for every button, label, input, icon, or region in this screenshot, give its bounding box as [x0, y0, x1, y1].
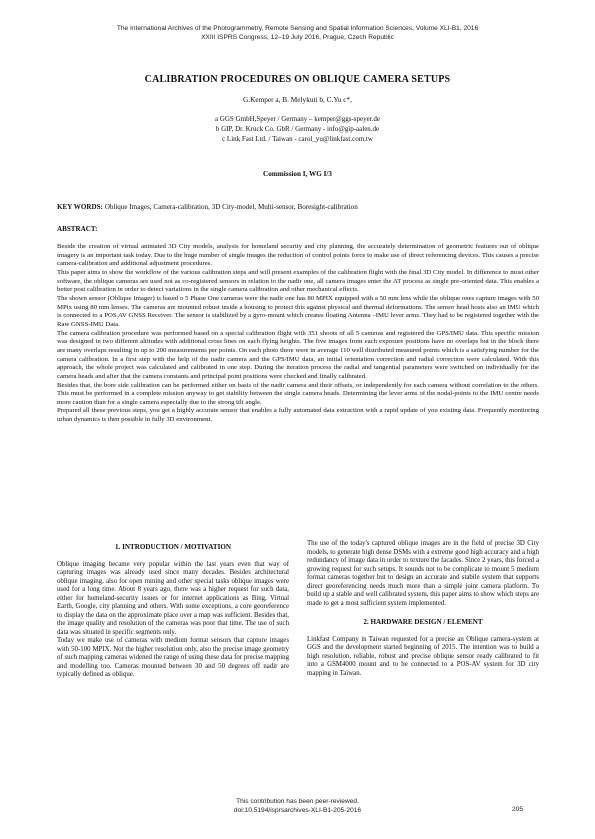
affiliation-a: a GGS GmbH,Speyer / Germany – kemper@ggs-speyer.de: [214, 115, 381, 123]
header-line-1: The International Archives of the Photogrammetry, Remote Sensing and Spatial Information Sciences, Volume XLI-B1, 2016: [116, 25, 479, 32]
body-paragraph: The use of the today's captured oblique images are in the field of precise 3D City models, to generate high dense DSMs with a extreme good high accuracy and a high redundancy of image data in order to texture the facades. Since 2 years, this forced a growing request for such setups. It sounds not to be complicate to mount 5 medium format cameras together but to design an accurate and stabile system that supports direct georeferencing needs much more than a simple joint camera platform. To build up a stable and well calibrated system, this paper aims to show which steps are made to get a most sufficient system implemented.: [307, 540, 539, 607]
paper-title: CALIBRATION PROCEDURES ON OBLIQUE CAMERA SETUPS: [144, 74, 451, 85]
keywords-text: Oblique Images, Camera-calibration, 3D City-model, Multi-sensor, Boresight-calibration: [102, 203, 358, 211]
abstract-paragraph: The camera calibration procedure was performed based on a special calibration flight with 351 shoots of all 5 cameras and registered the GPS/IMU data. This specific mission was designed in two different altitudes with additional cross lines on each flying heights. The five images from each exposure positions have no overlaps but in the block there are many overlaps resulting in up to 200 measurements per points. On each photo there were in average 110 well distributed measured points which is a satisfying number for the camera calibration. In a first step with the help of the nadir camera and the GPS/IMU data, an initial orientation correction and radial correction were calculated. With this approach, the whole project was calculated and calibrated in one step. During the iteration process the radial and tangential parameters were switched on individually for the camera heads and after that the camera constants and principal point positions were checked and finally calibrated.: [57, 329, 539, 380]
right-column: [307, 540, 539, 678]
peer-review-note: This contribution has been peer-reviewed.: [236, 798, 359, 805]
left-column: [57, 543, 289, 680]
abstract-paragraph: This paper aims to show the workflow of the various calibration steps and will present examples of the calibration flight with the final 3D City model. In difference to most other software, the oblique cameras are used not as co-registered sensors in relation to the nadir one, all camera images enter the AT process as single pre-oriented data. This enables a better post calibration in order to detect variations in the single camera calibration and other mechanical effects.: [57, 268, 539, 294]
abstract-paragraph: Prepared all these previous steps, you get a highly accurate sensor that enables a fully automated data extraction with a rapid update of you existing data. Frequently monitoring urban dynamics is then possible in fully 3D environment.: [57, 407, 539, 424]
author-list: G.Kemper a, B. Melykuti b, C.Yu c*,: [242, 95, 353, 104]
header-line-2: XXIII ISPRS Congress, 12–19 July 2016, Prague, Czech Republic: [201, 34, 394, 41]
body-paragraph: Linkfast Company in Taiwan requested for a precise an Oblique camera-system at GGS and the development started beginning of 2015. The intention was to build a high resolution, reliable, robust and precise oblique sensor ready calibrated to fit into a GSM4000 mount and to be connected to a POS-AV system for 3D city mapping in Taiwan.: [307, 635, 539, 677]
affiliation-b: b GIP, Dr. Kruck Co. GbR / Germany - info@gip-aalen.de: [215, 125, 380, 133]
abstract-paragraph: Besides that, the bore side calibration can be performed either on basis of the nadir camera and their offsets, or independently for each camera without correlation to the others. This must be performed in a complete mission anyway to get stability between the single camera heads. Determining the lever arms of the nodal-points to the IMU centre needs more caution than for a single camera especially due to the strong tilt angle.: [57, 381, 539, 406]
affiliations: [40, 114, 555, 144]
abstract-paragraph: The shown sensor (Oblique Imager) is based o 5 Phase One cameras were the nadir one has 80 MPIX equipped with a 50 mm lens while the oblique ones capture images with 50 MPix using 80 mm lenses. The cameras are mounted robust inside a housing to protect this against physical and thermal deformations. The sensor head hosts also an IMU which is connected to a POS AV GNSS Receiver. The sensor is stabilized by a gyro-mount which creates floating Antenna –IMU lever arms. They had to be registered together with the Raw GNSS-IMU Data.: [57, 294, 539, 328]
body-paragraph: Oblique imaging became very popular within the last years even that way of capturing images was already used since many decades. Besides architectural oblique imaging, also for open mining and other special tasks oblique images were used for a long time. About 8 years ago, there was a higher request for such data, either for homeland-security issues or for internet applications as Bing, Virtual Earth, Google, city planning and others. With some exceptions, a core georeference to display the data on the approximate place over a map was sufficient. Besides that, the image quality and resolution of the cameras was poor that time. The use of such data was situated in specific segments only.: [57, 560, 289, 636]
affiliation-c: c Link Fast Ltd. / Taiwan - carol_yu@linkfast.com.tw: [222, 135, 373, 143]
running-header: [40, 24, 555, 42]
body-paragraph: Today we make use of cameras with medium format sensors that capture images with 50-100 MPIX. Not the higher resolution only, also the precise image geometry of such mapping cameras widened the range of using these data for precise mapping and modelling too. Cameras mounted between 30 and 50 degrees off nadir are typically defined as oblique.: [57, 637, 289, 678]
keywords: [57, 203, 539, 211]
keywords-label: KEY WORDS:: [57, 203, 103, 211]
doi-text: doi:10.5194/isprsarchives-XLI-B1-205-2016: [233, 807, 362, 814]
page-number: 205: [512, 806, 524, 813]
section-heading-introduction: 1. INTRODUCTION / MOTIVATION: [114, 543, 231, 551]
section-heading-hardware: 2. HARDWARE DESIGN / ELEMENT: [363, 618, 483, 626]
abstract-heading: ABSTRACT:: [57, 225, 98, 233]
page-footer: [40, 797, 555, 815]
commission-label: Commission I, WG I/3: [263, 170, 332, 178]
abstract-body: [57, 243, 539, 425]
abstract-paragraph: Beside the creation of virtual animated 3D City models, analysis for homeland security and city planning, the accurately determination of geometric features out of oblique imagery is an important task today. Due to the huge number of single images the reduction of control points force to make use of direct referencing devices. This causes a precise camera-calibration and additional adjustment procedures.: [57, 243, 539, 268]
